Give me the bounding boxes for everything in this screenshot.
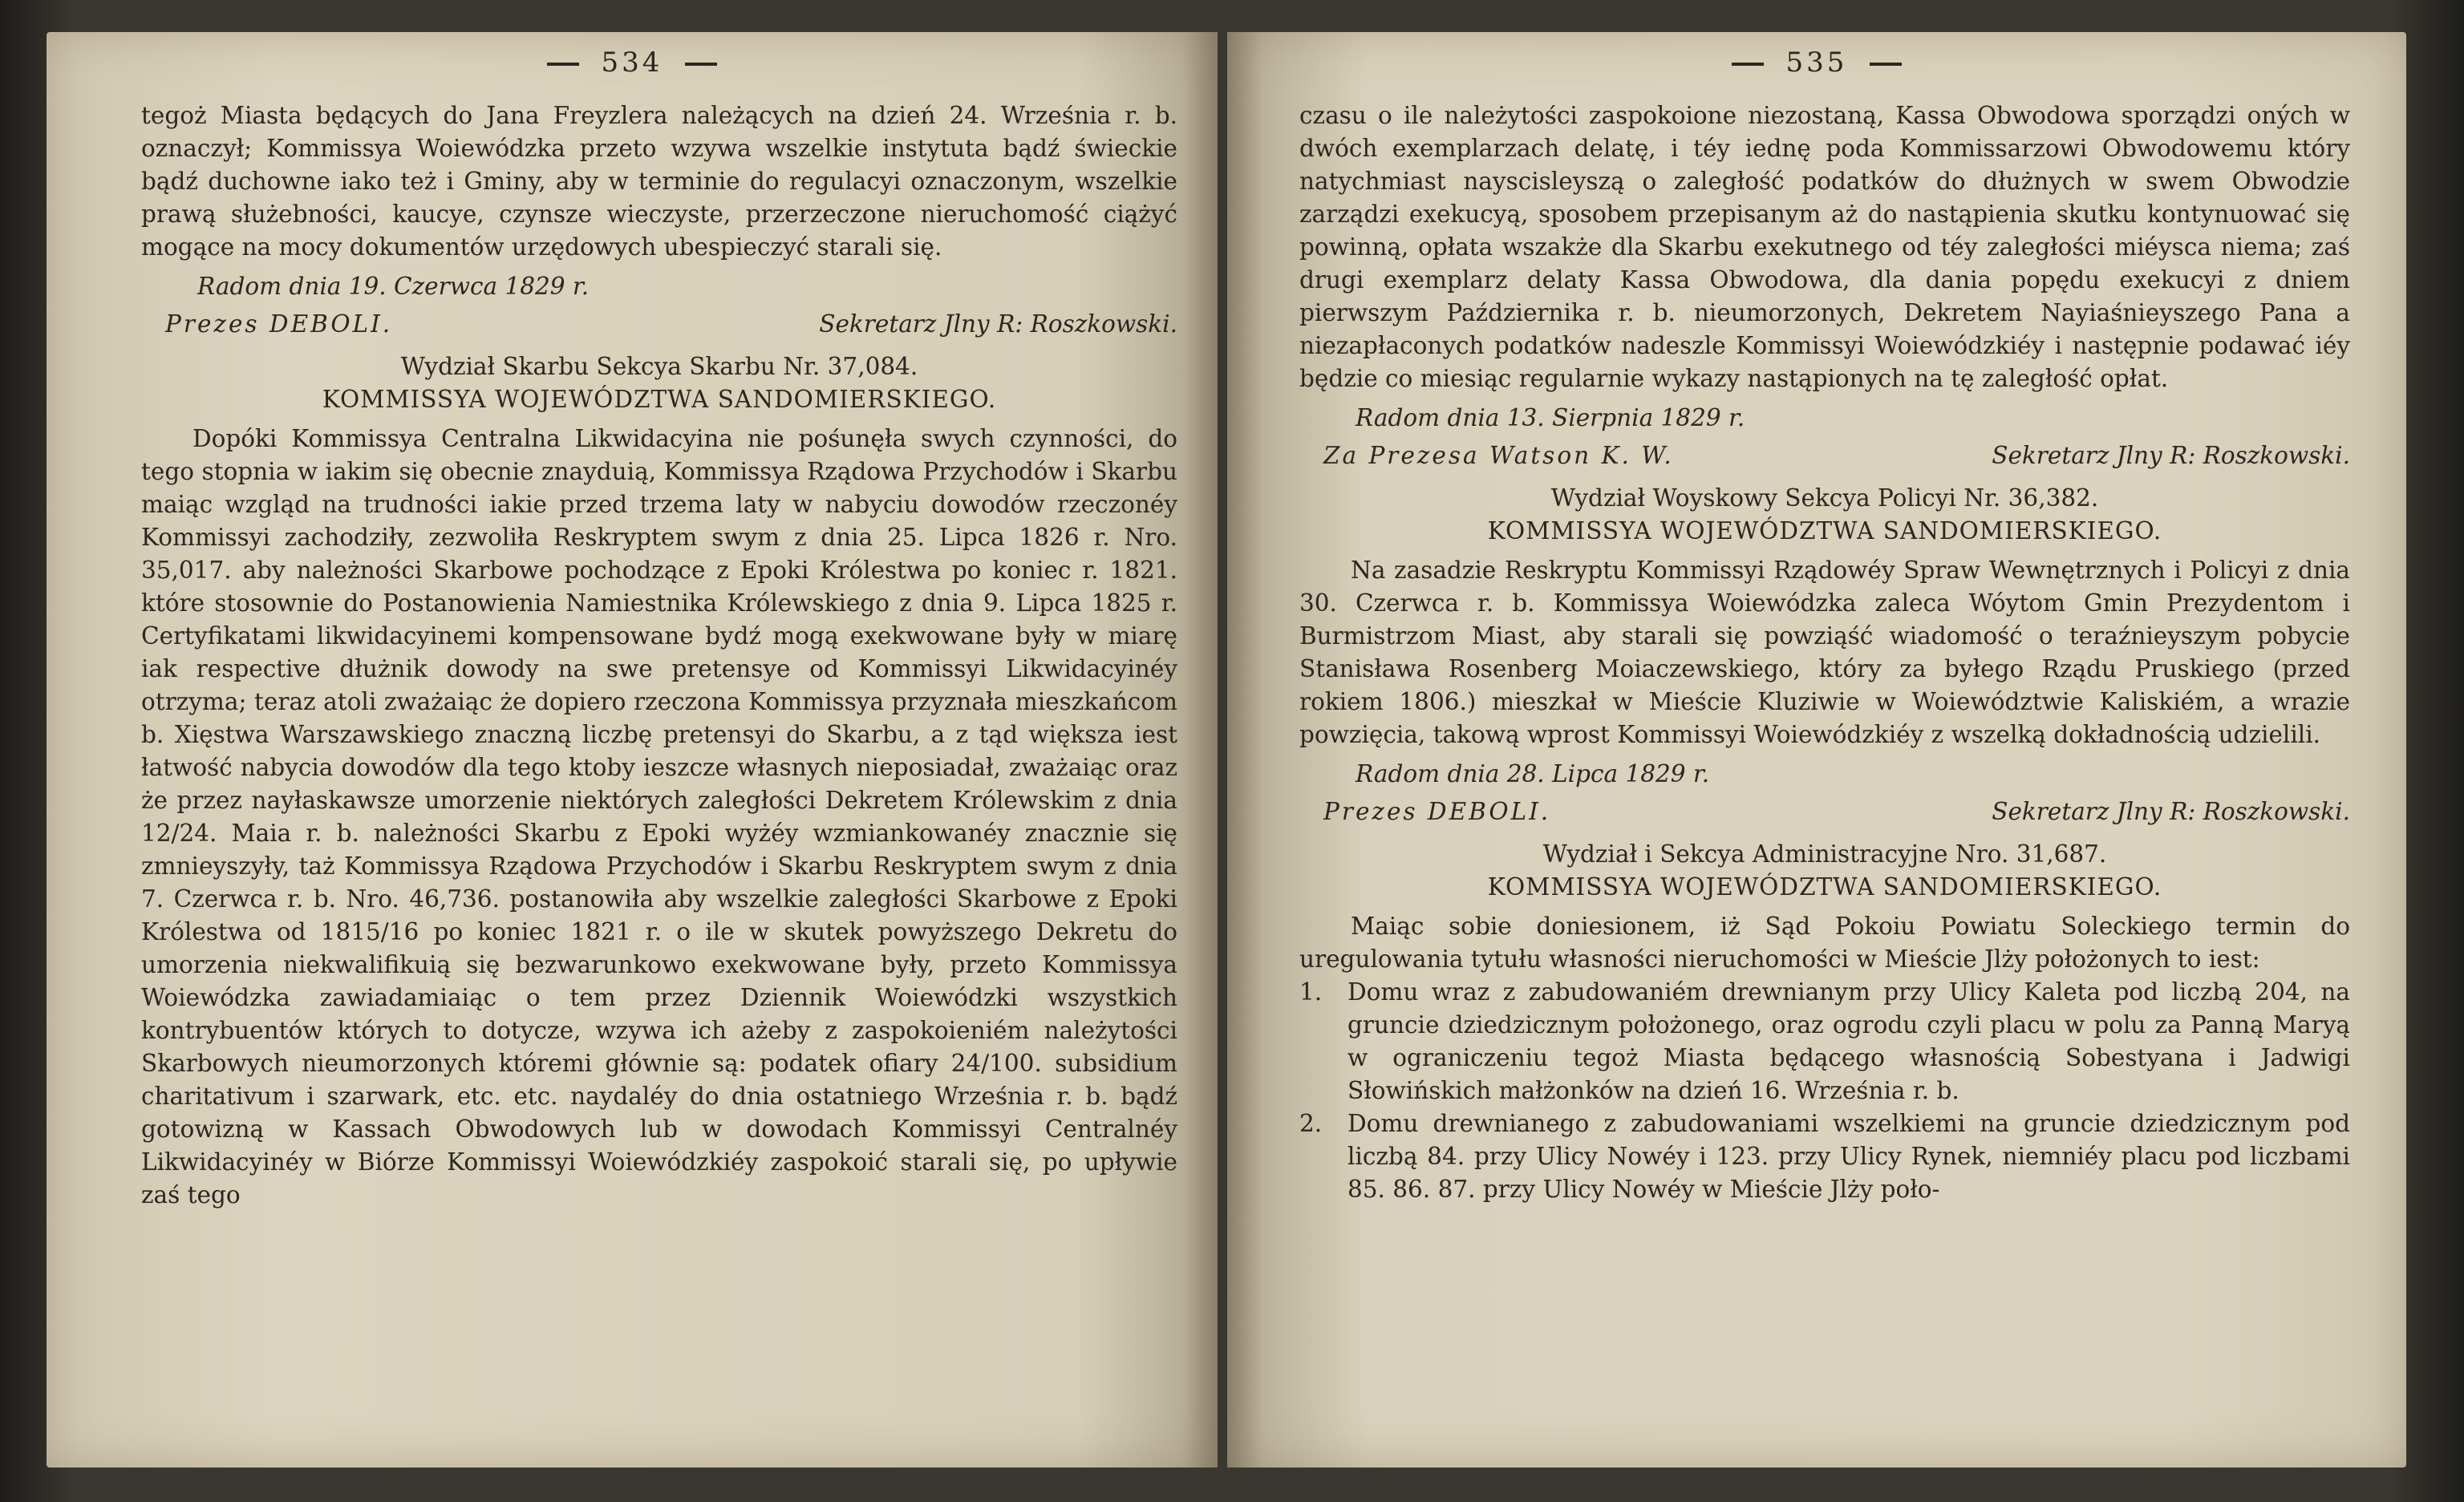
page-number-left: 534 xyxy=(47,47,1218,79)
signature-right: Sekretarz Jlny R: Roszkowski. xyxy=(1992,798,2350,825)
section-heading: KOMMISSYA WOJEWÓDZTWA SANDOMIERSKIEGO. xyxy=(1487,873,2162,901)
list-item-number: 2. xyxy=(1299,1110,1323,1137)
department-line: Wydział Woyskowy Sekcya Policyi Nr. 36,382. xyxy=(1550,484,2099,512)
date-line: Radom dnia 28. Lipca 1829 r. xyxy=(1356,760,1710,787)
continuation-paragraph: czasu o ile należytości zaspokoione niezostaną, Kassa Obwodowa sporządzi oných w dwóch exemplarzach delatę, i téy iednę poda Kommissarzowi Obwodowemu który natychmiast nayscisleyszą o zaległość podatków do dłużnych w swem Obwodzie zarządzi exekucyą, sposobem przepisanym aż do nastąpienia skutku kontynuować się powinną, opłata wszakże dla Skarbu exekutnego od téy zaległości miéysca niema; zaś drugi exemplarz delaty Kassa Obwodowa, dla dania popędu exekucyi z dniem pierwszym Października r. b. nieumorzonych, Dekretem Nayiaśnieyszego Pana a niezapłaconych podatków nadeszle Kommissyi Woiewódzkiéy i następnie podawać iéy będzie co miesiąc regularnie wykazy nastąpionych na tę zaległość opłat. xyxy=(1299,102,2350,392)
department-line: Wydział Skarbu Sekcya Skarbu Nr. 37,084. xyxy=(400,353,918,380)
right-page xyxy=(1227,32,2406,1468)
section-heading: KOMMISSYA WOJEWÓDZTWA SANDOMIERSKIEGO. xyxy=(1487,517,2162,545)
signature-left: Prezes DEBOLI. xyxy=(1323,798,1551,825)
list-item xyxy=(1299,1107,2350,1206)
dash-icon xyxy=(1732,63,1764,66)
signature-line xyxy=(1299,796,2350,828)
date-line: Radom dnia 13. Sierpnia 1829 r. xyxy=(1356,404,1745,431)
list-item-text: Domu wraz z zabudowaniém drewnianym przy Ulicy Kaleta pod liczbą 204, na gruncie dziedzicznym położonego, oraz ogrodu czyli placu w polu za Panną Maryą w ograniczeniu tegoż Miasta będącego własnością Sobestyana i Jadwigi Słowińskich małżonków na dzień 16. Września r. b. xyxy=(1348,978,2350,1104)
section-heading: KOMMISSYA WOJEWÓDZTWA SANDOMIERSKIEGO. xyxy=(322,386,997,413)
dash-icon xyxy=(685,63,717,66)
announcement-paragraph: Maiąc sobie doniesionem, iż Sąd Pokoiu Powiatu Soleckiego termin do uregulowania tytułu własności nieruchomości w Mieście Jlży położonych to iest: xyxy=(1299,913,2350,973)
list-item-number: 1. xyxy=(1299,978,1323,1006)
date-line: Radom dnia 19. Czerwca 1829 r. xyxy=(197,273,590,300)
left-page xyxy=(47,32,1218,1468)
signature-right: Sekretarz Jlny R: Roszkowski. xyxy=(1992,442,2350,469)
dash-icon xyxy=(1870,63,1902,66)
announcement-paragraph: Dopóki Kommissya Centralna Likwidacyina nie pośunęła swych czynności, do tego stopnia w iakim się obecnie znayduią, Kommissya Rządowa Przychodów i Skarbu maiąc wzgląd na trudności iakie przed trzema laty w nabyciu dowodów rzeczonéy Kommissyi zachodziły, zezwoliła Reskryptem swym z dnia 25. Lipca 1826 r. Nro. 35,017. aby należności Skarbowe pochodzące z Epoki Królestwa po koniec r. 1821. które stosownie do Postanowienia Namiestnika Królewskiego z dnia 9. Lipca 1825 r. Certyfikatami likwidacyinemi kompensowane bydź mogą exekwowane były w miarę iak respective dłużnik dowody na swe pretensye od Kommissyi Likwidacyinéy otrzyma; teraz atoli zważaiąc że dopiero rzeczona Kommissya przyznała mieszkańcom b. Xięstwa Warszawskiego znaczną liczbę pretensyi do Skarbu, a z tąd większa iest łatwość nabycia dowodów dla tego ktoby ieszcze własnych nieposiadał, zważaiąc oraz że przez nayłaskawsze umorzenie niektórych zaległości Dekretem Królewskim z dnia 12/24. Maia r. b. należności Skarbu z Epoki wyżéy wzmiankowanéy znacznie się zmnieyszyły, taż Kommissya Rządowa Przychodów i Skarbu Reskryptem swym z dnia 7. Czerwca r. b. Nro. 46,736. postanowiła aby wszelkie zaległości Skarbowe z Epoki Królestwa od 1815/16 po koniec 1821 r. o ile w skutek powyższego Dekretu do umorzenia niekwalifikuią się bezwarunkowo exekwowane były, przeto Kommissya Woiewódzka zawiadamiaiąc o tem przez Dziennik Woiewódzki wszystkich kontrybuentów których to dotycze, wzywa ich ażeby z zaspokoieniém należytości Skarbowych nieumorzonych któremi głównie są: podatek ofiary 24/100. subsidium charitativum i szarwark, etc. etc. naydaléy do dnia ostatniego Września r. b. bądź gotowizną w Kassach Obwodowych lub w dowodach Kommissyi Centralnéy Likwidacyinéy w Biórze Kommissyi Woiewódzkiéy zaspokoić starali się, po upływie zaś tego xyxy=(141,425,1177,1208)
list-item xyxy=(1299,976,2350,1107)
signature-right: Sekretarz Jlny R: Roszkowski. xyxy=(819,310,1177,338)
list-item-text: Domu drewnianego z zabudowaniami wszelkiemi na gruncie dziedzicznym pod liczbą 84. przy Ulicy Nowéy i 123. przy Ulicy Rynek, niemniéy placu pod liczbami 85. 86. 87. przy Ulicy Nowéy w Mieście Jlży poło- xyxy=(1348,1110,2350,1203)
page-number-right: 535 xyxy=(1227,47,2406,79)
dash-icon xyxy=(547,63,579,66)
right-page-body xyxy=(1299,99,2350,1206)
signature-line xyxy=(141,308,1177,341)
signature-left: Za Prezesa Watson K. W. xyxy=(1323,442,1674,469)
signature-line xyxy=(1299,439,2350,472)
signature-left: Prezes DEBOLI. xyxy=(165,310,393,338)
department-line: Wydział i Sekcya Administracyjne Nro. 31,687. xyxy=(1542,840,2107,868)
announcement-paragraph: Na zasadzie Reskryptu Kommissyi Rządowéy Spraw Wewnętrznych i Policyi z dnia 30. Czerwca r. b. Kommissya Woiewódzka zaleca Wóytom Gmin Prezydentom i Burmistrzom Miast, aby starali się powziąść wiadomość o teraźnieyszym pobycie Stanisława Rosenberg Moiaczewskiego, który za byłego Rządu Pruskiego (przed rokiem 1806.) mieszkał w Mieście Kluziwie w Woiewództwie Kaliskiém, a wrazie powzięcia, takową wprost Kommissyi Woiewódzkiéy z wszelką dokładnością udzielili. xyxy=(1299,557,2350,748)
left-page-body xyxy=(141,99,1177,1212)
continuation-paragraph: tegoż Miasta będących do Jana Freyzlera należących na dzień 24. Września r. b. oznaczył; Kommissya Woiewódzka przeto wzywa wszelkie instytuta bądź świeckie bądź duchowne iako też i Gminy, aby w terminie do regulacyi oznaczonym, wszelkie prawą służebności, kaucye, czynsze wieczyste, przerzeczone nieruchomość ciążyć mogące na mocy dokumentów urzędowych ubespieczyć starali się. xyxy=(141,102,1177,261)
